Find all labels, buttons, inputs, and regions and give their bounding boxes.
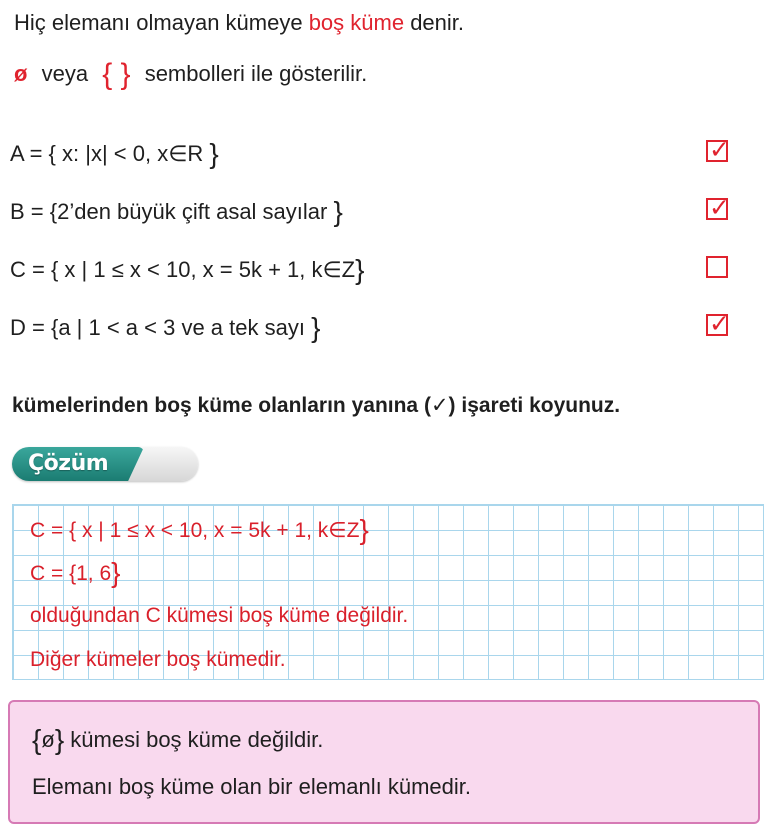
solution-line-2-close: } bbox=[111, 557, 121, 588]
definition-end: denir. bbox=[404, 10, 465, 35]
solution-line-4: Diğer kümeler boş kümedir. bbox=[30, 648, 286, 671]
check-icon: ✓ bbox=[709, 135, 730, 164]
set-a-open: A = { bbox=[10, 141, 56, 166]
solution-line-1-open: C = { bbox=[30, 519, 77, 542]
set-a-body: x: |x| < 0, x∈R bbox=[55, 141, 210, 166]
set-c bbox=[10, 254, 364, 286]
empty-set-symbol: ø bbox=[41, 727, 55, 752]
set-c-open: C = { bbox=[10, 257, 59, 282]
set-a bbox=[10, 138, 219, 170]
set-a-close: } bbox=[209, 138, 219, 169]
definition-line bbox=[14, 10, 464, 36]
checkbox-set-c[interactable] bbox=[706, 256, 728, 278]
set-b-close: } bbox=[333, 196, 343, 227]
solution-badge bbox=[12, 447, 198, 481]
instruction: kümelerinden boş küme olanların yanına (✓) işareti koyunuz. bbox=[12, 394, 621, 417]
solution-line-3: olduğundan C kümesi boş küme değildir. bbox=[30, 604, 409, 627]
solution-line-1 bbox=[30, 514, 369, 546]
check-icon: ✓ bbox=[709, 193, 730, 222]
set-d bbox=[10, 312, 320, 344]
set-b-body: 2’den büyük çift asal sayılar bbox=[57, 199, 334, 224]
solution-line-1-close: } bbox=[359, 514, 369, 545]
note-line-1 bbox=[32, 724, 323, 756]
checkbox-set-b[interactable] bbox=[706, 193, 730, 222]
checkbox-set-a[interactable] bbox=[706, 135, 730, 164]
set-b-open: B = { bbox=[10, 199, 58, 224]
empty-set-symbol: ø bbox=[14, 61, 28, 86]
checkbox-set-d[interactable] bbox=[706, 309, 730, 338]
symbols-line bbox=[14, 58, 367, 92]
definition-text: Hiç elemanı olmayan kümeye bbox=[14, 10, 309, 35]
solution-line-2-open: C = { bbox=[30, 562, 77, 585]
empty-braces-symbol: { } bbox=[102, 58, 131, 91]
set-d-body: a | 1 < a < 3 ve a tek sayı bbox=[58, 315, 312, 340]
note-line-2: Elemanı boş küme olan bir elemanlı kümedir. bbox=[32, 774, 471, 799]
solution-line-2 bbox=[30, 557, 121, 589]
solution-line-1-body: x | 1 ≤ x < 10, x = 5k + 1, k∈Z bbox=[76, 519, 360, 542]
set-b bbox=[10, 196, 343, 228]
solution-badge-label: Çözüm bbox=[28, 451, 109, 476]
set-c-body: x | 1 ≤ x < 10, x = 5k + 1, k∈Z bbox=[58, 257, 356, 282]
definition-term: boş küme bbox=[308, 10, 405, 35]
note-box bbox=[8, 700, 760, 824]
set-c-close: } bbox=[355, 254, 365, 285]
symbols-text: sembolleri ile gösterilir. bbox=[144, 61, 368, 86]
veya-word: veya bbox=[41, 61, 89, 86]
note-brace-open: { bbox=[32, 724, 42, 755]
solution-line-2-body: 1, 6 bbox=[76, 562, 112, 585]
set-d-close: } bbox=[311, 312, 321, 343]
check-icon: ✓ bbox=[709, 309, 730, 338]
note-brace-close: } bbox=[54, 724, 65, 755]
set-d-open: D = { bbox=[10, 315, 59, 340]
note-line-1-text: kümesi boş küme değildir. bbox=[64, 727, 324, 752]
